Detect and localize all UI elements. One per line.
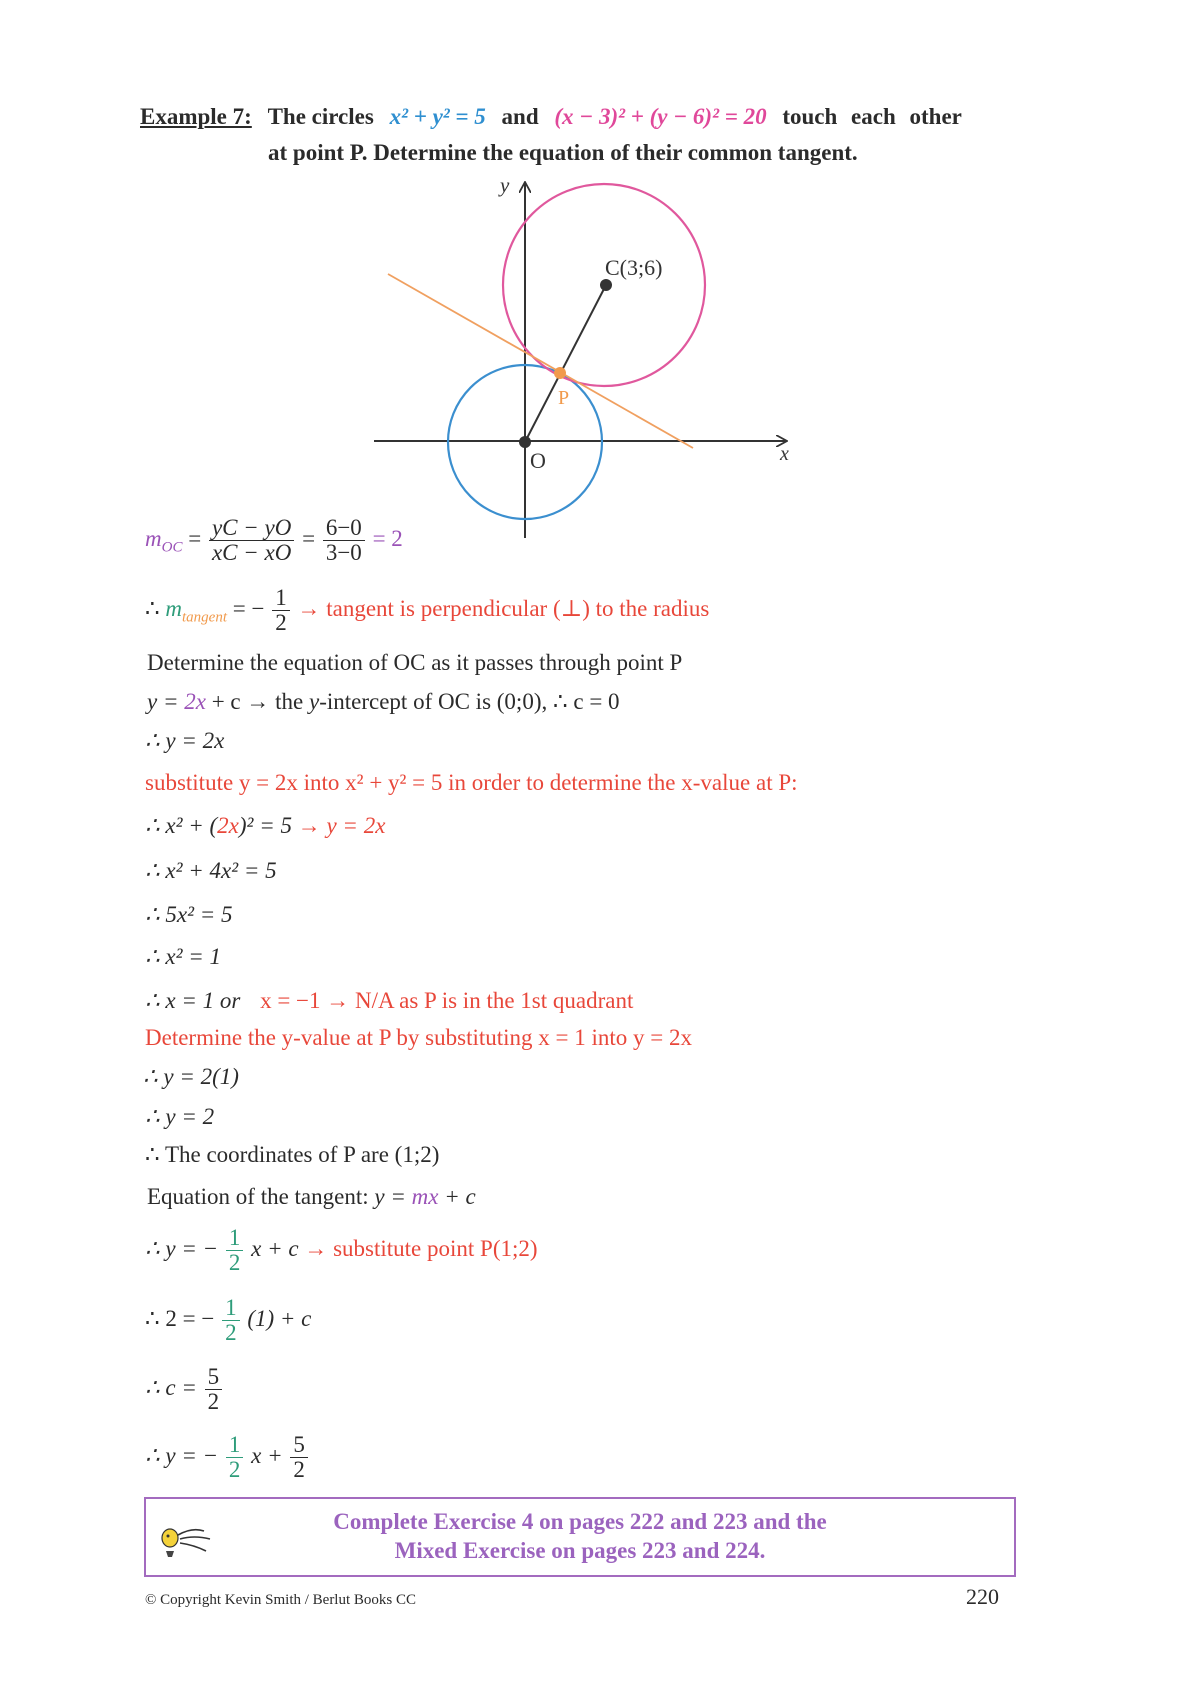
exercise-box <box>144 1497 1016 1577</box>
origin-point <box>519 436 531 448</box>
y-axis-label: y <box>500 175 510 197</box>
gradient-tangent-line: ∴ $m_{tangent}$ = − $\frac{1}{2}$ → tangent is perpendicular (⊥) to the radius <box>145 585 710 636</box>
substitution-step: ∴ x² + (2x)² = 5 → y = 2x <box>145 813 386 838</box>
m-oc-symbol: $m_{OC}$ <box>145 525 183 556</box>
x-axis-label: x <box>780 443 789 465</box>
m-oc-fraction-2: $\frac{6-0}{3-0}$ <box>323 516 365 565</box>
gradient-oc-line: $m_{OC}$ = $\frac{yC - yO}{xC - xO}$ = $\frac{6-0}{3-0}$ = 2 <box>145 515 403 566</box>
m-tangent-symbol: $m_{tangent}$ <box>165 595 228 626</box>
c-value-line: ∴ c = $\frac{5}{2}$ <box>145 1365 224 1414</box>
substitute-instruction: substitute y = 2x into x² + y² = 5 in order to determine the x-value at P: <box>145 770 798 795</box>
coordinates-of-p: ∴ The coordinates of P are (1;2) <box>145 1142 440 1167</box>
origin-label: O <box>530 448 546 473</box>
x-solutions: ∴ x = 1 or x = −1 → N/A as P is in the 1st quadrant <box>145 988 634 1013</box>
final-tangent-equation: ∴ y = − $\frac{1}{2}$ x + $\frac{5}{2}$ <box>145 1433 310 1482</box>
y-substitution: ∴ y = 2(1) <box>143 1064 239 1089</box>
line-oc-result: ∴ y = 2x <box>145 728 225 753</box>
center-point <box>600 279 612 291</box>
tangent-equation-form: Equation of the tangent: y = mx + c <box>147 1184 476 1209</box>
point-p-label: P <box>558 387 570 409</box>
tangent-solve-c-line: ∴ 2 = − $\frac{1}{2}$ (1) + c <box>145 1295 312 1346</box>
heading-line-2: at point P. Determine the equation of their common tangent. <box>268 140 858 165</box>
example-label: Example 7: <box>140 104 252 129</box>
copyright-footer: © Copyright Kevin Smith / Berlut Books CC <box>145 1592 416 1608</box>
center-label: C(3;6) <box>605 255 663 280</box>
line-y-intercept: y = 2x + c → the y-intercept of OC is (0;0), ∴ c = 0 <box>147 689 620 714</box>
heading-text-2: and <box>501 104 539 129</box>
line-oc-equation-intro: Determine the equation of OC as it passes through point P <box>147 650 683 675</box>
m-oc-fraction-1: $\frac{yC - yO}{xC - xO}$ <box>209 516 294 565</box>
exercise-line-2: Mixed Exercise on pages 223 and 224. <box>394 1538 766 1563</box>
m-oc-result: = 2 <box>372 525 403 551</box>
m-tangent-fraction: $\frac{1}{2}$ <box>272 586 290 635</box>
heading-text-1: The circles <box>267 104 374 129</box>
perpendicular-comment: → tangent is perpendicular (⊥) to the radius <box>297 595 710 621</box>
x-squared-step: ∴ x² = 1 <box>145 944 222 969</box>
example-heading <box>140 104 962 130</box>
simplify-step: ∴ 5x² = 5 <box>145 902 233 927</box>
y-result: ∴ y = 2 <box>145 1104 215 1129</box>
y-value-instruction: Determine the y-value at P by substituting x = 1 into y = 2x <box>145 1025 692 1050</box>
radius-oc <box>525 285 606 442</box>
circle2-equation: (x − 3)² + (y − 6)² = 20 <box>554 104 767 129</box>
circle1-equation: x² + y² = 5 <box>389 104 486 129</box>
circles-diagram <box>360 175 810 545</box>
tangent-substitute-line: ∴ y = − $\frac{1}{2}$ x + c → substitute point P(1;2) <box>145 1225 538 1276</box>
page-number: 220 <box>966 1584 999 1609</box>
exercise-line-1: Complete Exercise 4 on pages 222 and 223 and the <box>333 1509 827 1534</box>
point-p <box>554 367 566 379</box>
expand-step: ∴ x² + 4x² = 5 <box>145 858 277 883</box>
heading-text-3: touch each other <box>782 104 962 129</box>
tangent-line <box>388 274 693 448</box>
